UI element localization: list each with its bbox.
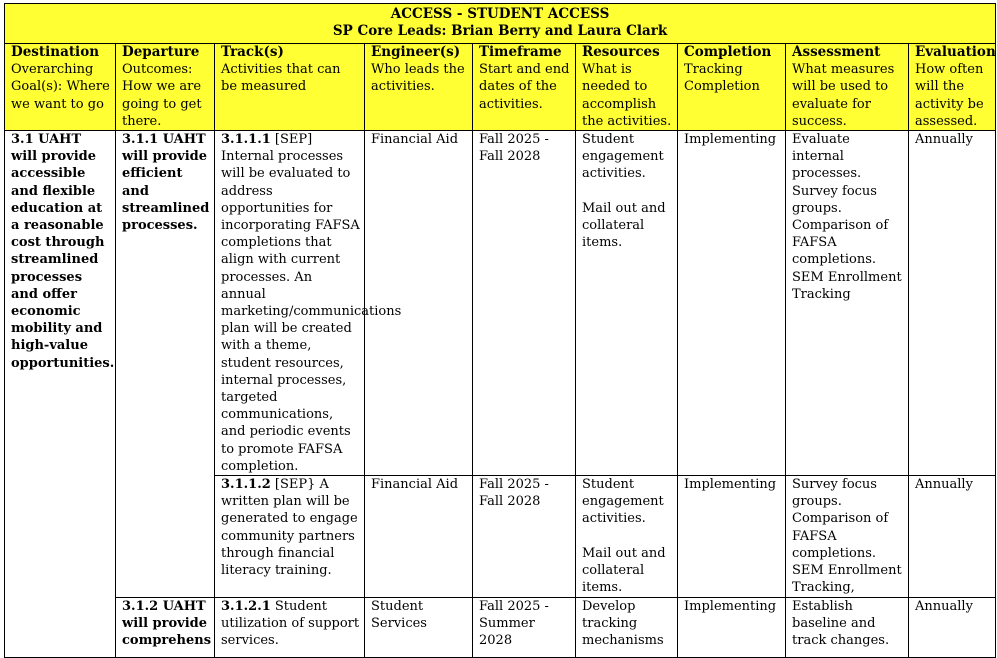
- completion-cell: Implementing: [678, 597, 786, 657]
- completion-cell: Implementing: [678, 131, 786, 476]
- strategic-plan-sheet: [4, 3, 996, 648]
- header-assessment: Assessment What measures will be used to evaluate for success.: [786, 44, 909, 131]
- resources-cell: [576, 131, 678, 476]
- track-cell: [215, 131, 402, 476]
- track-id: 3.1.2.1: [221, 598, 271, 614]
- assessment-item: Survey focus groups.: [792, 477, 877, 510]
- timeframe-cell: Fall 2025 - Summer 2028: [473, 597, 576, 657]
- evaluation-cell: Annually: [909, 131, 996, 476]
- table-row: [5, 597, 996, 657]
- track-text: [SEP} A written plan will be generated to engage community partners through financial literacy training.: [221, 477, 358, 579]
- engineer-cell: Financial Aid: [365, 476, 473, 597]
- outcome-cell: 3.1.1 UAHT will provide efficient and streamlined processes.: [116, 131, 215, 597]
- assessment-item: Comparison of FAFSA completions.: [792, 511, 889, 561]
- timeframe-cell: Fall 2025 - Fall 2028: [473, 476, 576, 597]
- header-completion: Completion Tracking Completion: [678, 44, 786, 131]
- assessment-item: Survey focus groups.: [792, 183, 877, 216]
- plan-table: [4, 3, 996, 658]
- header-resources: Resources What is needed to accomplish the activities.: [576, 44, 678, 131]
- outcome-cell: 3.1.2 UAHT will provide comprehens: [116, 597, 215, 657]
- assessment-item: SEM Enrollment Tracking: [792, 269, 902, 302]
- header-tracks: Track(s) Activities that can be measured: [215, 44, 365, 131]
- header-destination: Destination Overarching Goal(s): Where we want to go: [5, 44, 116, 131]
- header-row: [5, 44, 996, 131]
- resources-cell: Develop tracking mechanisms: [576, 597, 678, 657]
- banner-title: ACCESS - STUDENT ACCESS: [390, 6, 610, 22]
- timeframe-cell: Fall 2025 - Fall 2028: [473, 131, 576, 476]
- track-text: [SEP] Internal processes will be evaluated to address opportunities for incorporating FAFSA completions that align with current processes. An annual marketing/communications plan will be created with a theme, student resources, internal processes, targeted communications, and periodic events to promote FAFSA completion.: [221, 132, 402, 474]
- resources-item: Mail out and collateral items.: [582, 200, 666, 251]
- engineer-cell: Financial Aid: [365, 131, 473, 476]
- resources-item: Mail out and collateral items.: [582, 545, 666, 596]
- resources-item: Student engagement activities.: [582, 477, 664, 527]
- banner-row: [5, 4, 996, 44]
- banner-cell: [5, 4, 996, 44]
- assessment-cell: [786, 476, 909, 597]
- banner-leads: SP Core Leads: Brian Berry and Laura Clark: [332, 23, 668, 39]
- resources-cell: [576, 476, 678, 597]
- assessment-cell: [786, 131, 909, 476]
- track-id: 3.1.1.1: [221, 132, 271, 148]
- assessment-item: SEM Enrollment Tracking,: [792, 563, 902, 596]
- completion-cell: Implementing: [678, 476, 786, 597]
- resources-item: Student engagement activities.: [582, 132, 664, 182]
- evaluation-cell: Annually: [909, 597, 996, 657]
- header-evaluation: Evaluation How often will the activity be assessed.: [909, 44, 996, 131]
- header-timeframe: Timeframe Start and end dates of the activities.: [473, 44, 576, 131]
- header-departure: Departure Outcomes: How we are going to get there.: [116, 44, 215, 131]
- engineer-cell: Student Services: [365, 597, 473, 657]
- table-row: [5, 131, 996, 476]
- header-engineers: Engineer(s) Who leads the activities.: [365, 44, 473, 131]
- track-text: Student utilization of support services.: [221, 598, 360, 648]
- assessment-item: Evaluate internal processes.: [792, 132, 862, 182]
- assessment-cell: Establish baseline and track changes.: [786, 597, 909, 657]
- track-cell: [215, 476, 365, 597]
- track-cell: [215, 597, 365, 657]
- goal-cell: 3.1 UAHT will provide accessible and flexible education at a reasonable cost through streamlined processes and offer economic mobility and high-value opportunities.: [5, 131, 116, 657]
- assessment-item: Comparison of FAFSA completions.: [792, 218, 889, 268]
- evaluation-cell: Annually: [909, 476, 996, 597]
- track-id: 3.1.1.2: [221, 477, 271, 493]
